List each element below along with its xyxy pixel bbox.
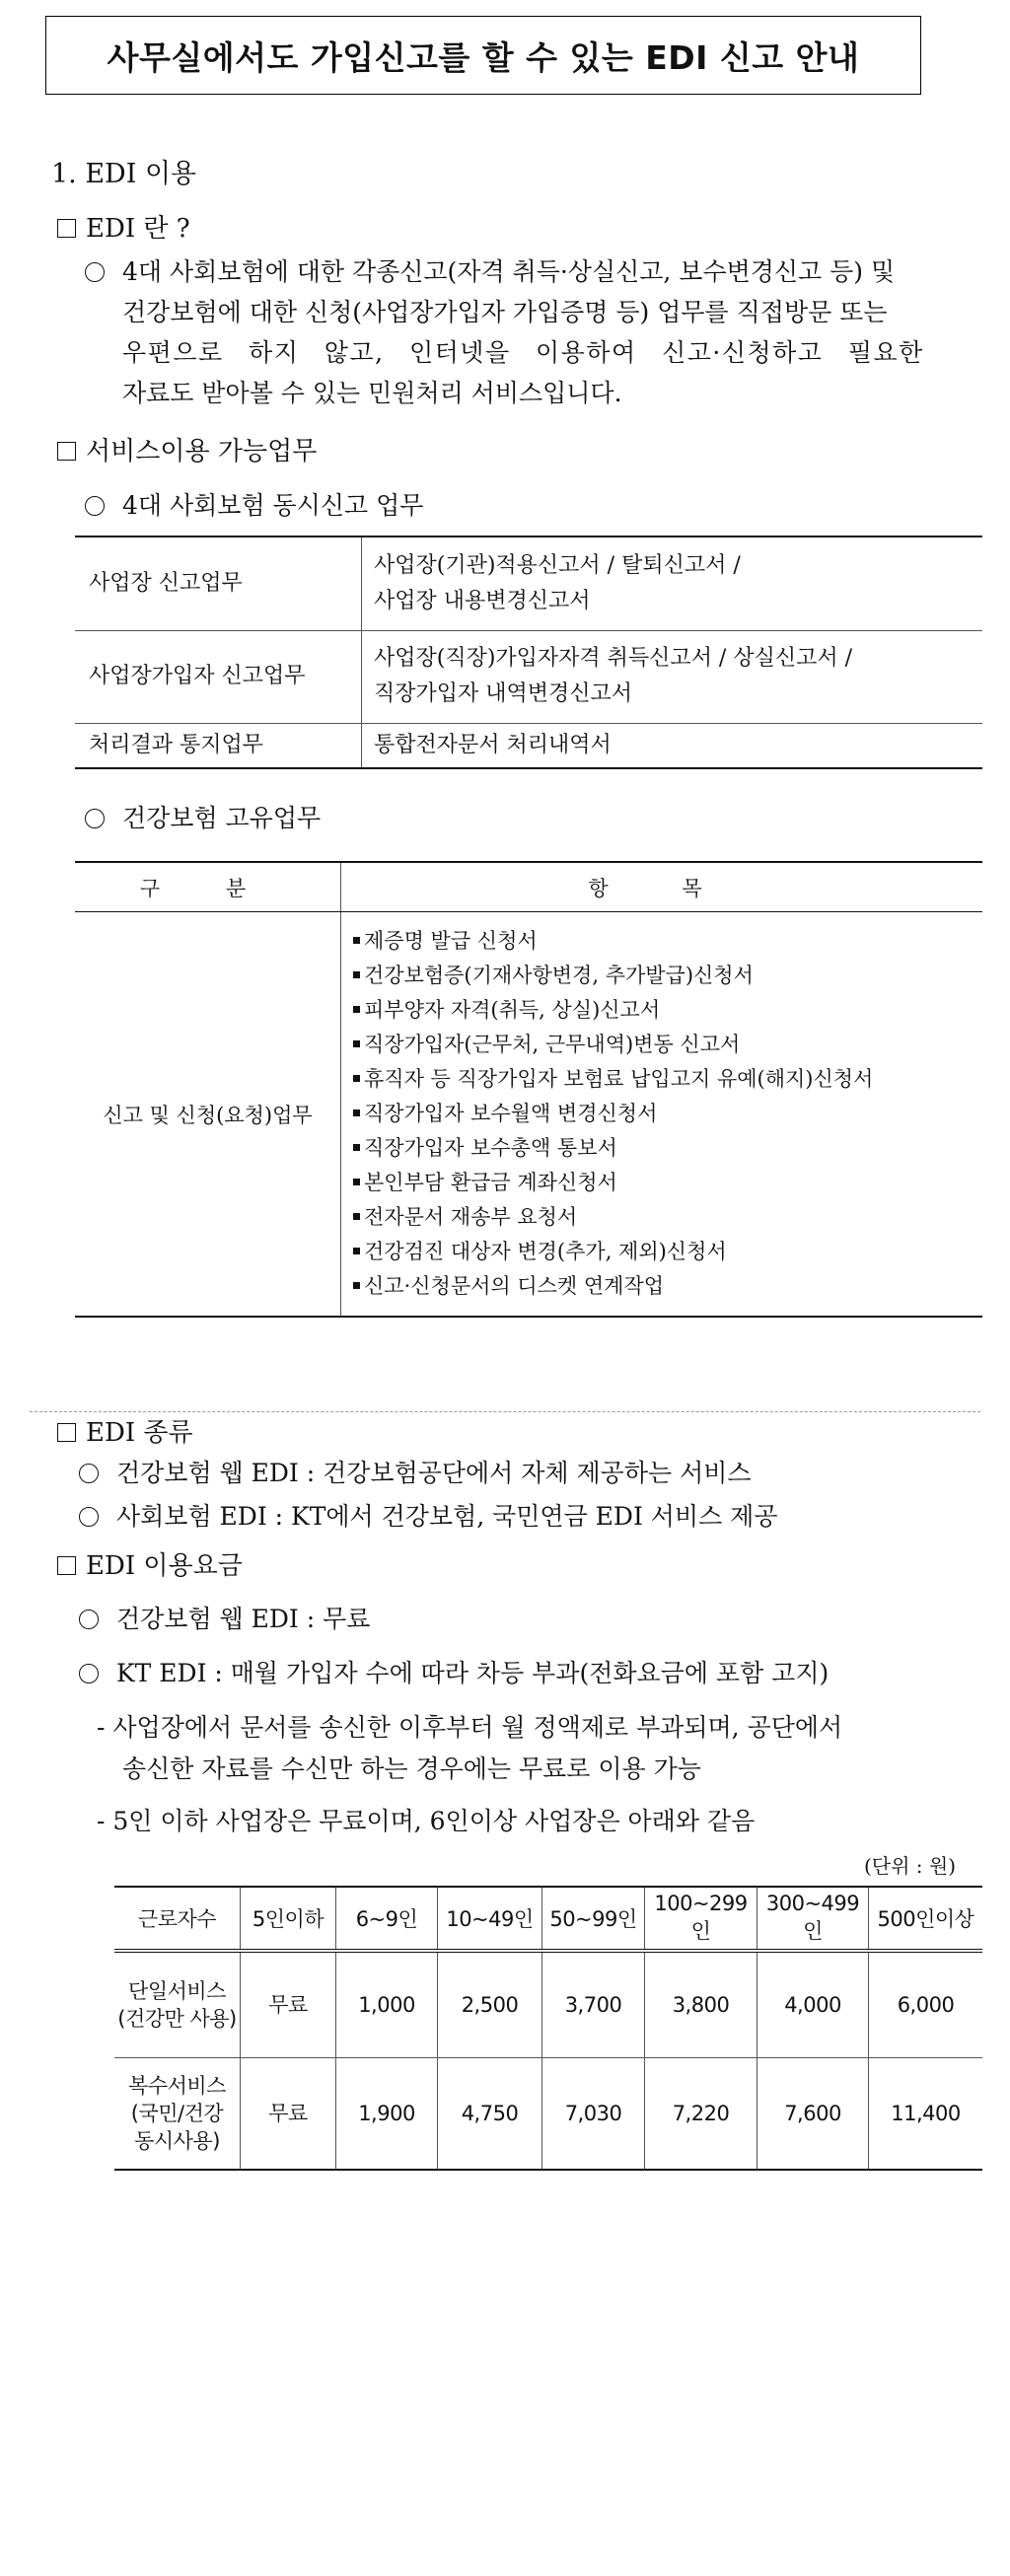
item-text: 건강보험 웹 EDI : 무료	[116, 1605, 371, 1633]
square-bullet-icon	[353, 971, 360, 978]
table-cell: 7,600	[758, 2058, 869, 2171]
row-label: 사업장 신고업무	[75, 537, 362, 630]
edi-kinds-heading	[57, 1412, 193, 1449]
table-row	[114, 2058, 982, 2171]
column-header: 50~99인	[542, 1887, 645, 1951]
four-insurance-subheading	[85, 486, 423, 522]
content-line: 사업장 내용변경신고서	[374, 588, 591, 613]
table-cell: 무료	[241, 2058, 336, 2171]
edi-definition-paragraph	[85, 251, 983, 413]
table-cell: 3,800	[645, 1951, 758, 2058]
list-item	[353, 1028, 982, 1062]
list-item	[353, 959, 982, 993]
content-line: 사업장(직장)가입자자격 취득신고서 / 상실신고서 /	[374, 646, 853, 671]
table-cell: 4,750	[438, 2058, 542, 2171]
list-item	[353, 1062, 982, 1097]
subheading-text: 4대 사회보험 동시신고 업무	[122, 491, 424, 520]
health-insurance-subheading	[85, 799, 321, 834]
heading-text: EDI 이용요금	[86, 1551, 243, 1581]
heading-text: 서비스이용 가능업무	[86, 437, 318, 466]
table-row	[75, 912, 982, 1318]
row-label: 사업장가입자 신고업무	[75, 630, 362, 723]
item-text: 신고·신청문서의 디스켓 연계작업	[364, 1274, 665, 1298]
edi-definition-heading	[57, 208, 190, 245]
label-line: 단일서비스	[128, 1979, 226, 2003]
circle-bullet-icon	[79, 1507, 99, 1527]
circle-bullet-icon	[85, 262, 105, 282]
edi-fees-heading	[57, 1545, 243, 1582]
circle-bullet-icon	[79, 1610, 99, 1629]
table-cell: 2,500	[438, 1951, 542, 2058]
row-label: 처리결과 통지업무	[75, 723, 362, 768]
square-bullet-icon	[353, 1006, 360, 1013]
circle-bullet-icon	[79, 1464, 99, 1483]
square-bullet-icon	[353, 1109, 360, 1116]
row-label	[114, 2058, 241, 2171]
fee-item	[79, 1600, 370, 1635]
services-heading	[57, 431, 317, 467]
table-header-row	[114, 1887, 982, 1951]
column-header: 6~9인	[336, 1887, 438, 1951]
row-label	[114, 1951, 241, 2058]
circle-bullet-icon	[85, 496, 105, 516]
square-bullet-icon	[353, 1075, 360, 1082]
fee-note: - 5인 이하 사업장은 무료이며, 6인이상 사업장은 아래와 같음	[97, 1807, 756, 1835]
label-line: 복수서비스	[128, 2074, 226, 2098]
list-item	[353, 924, 982, 959]
list-item	[353, 993, 982, 1028]
paragraph-line: 건강보험에 대한 신청(사업장가입자 가입증명 등) 업무를 직접방문 또는	[122, 298, 888, 326]
table-cell: 무료	[241, 1951, 336, 2058]
list-item	[353, 1097, 982, 1131]
fee-item	[79, 1654, 829, 1689]
table-cell: 1,900	[336, 2058, 438, 2171]
fee-note-continued: 송신한 자료를 수신만 하는 경우에는 무료로 이용 가능	[122, 1754, 701, 1783]
table-cell: 7,030	[542, 2058, 645, 2171]
square-bullet-icon	[353, 1179, 360, 1185]
content-line: 직장가입자 내역변경신고서	[374, 681, 633, 706]
item-text: 본인부담 환급금 계좌신청서	[364, 1171, 617, 1194]
list-item	[353, 1166, 982, 1200]
heading-text: EDI 란 ?	[86, 214, 190, 244]
table-cell: 4,000	[758, 1951, 869, 2058]
item-list	[341, 912, 983, 1318]
column-header: 항 목	[341, 862, 983, 912]
row-label: 신고 및 신청(요청)업무	[75, 912, 341, 1318]
edi-kind-item	[79, 1497, 778, 1533]
paragraph-line: 4대 사회보험에 대한 각종신고(자격 취득·상실신고, 보수변경신고 등) 및	[122, 257, 896, 286]
table-cell: 11,400	[869, 2058, 983, 2171]
kt-edi-fee-table	[114, 1886, 982, 2171]
table-cell: 7,220	[645, 2058, 758, 2171]
square-bullet-icon	[353, 1213, 360, 1220]
table-cell: 3,700	[542, 1951, 645, 2058]
table-row	[75, 537, 982, 630]
square-bullet-icon	[353, 1248, 360, 1254]
item-text: 제증명 발급 신청서	[364, 929, 538, 953]
content-line: 사업장(기관)적용신고서 / 탈퇴신고서 /	[374, 552, 741, 578]
health-insurance-table	[75, 861, 982, 1318]
column-header: 500인이상	[869, 1887, 983, 1951]
square-bullet-icon	[353, 1282, 360, 1289]
label-line: (국민/건강	[130, 2102, 224, 2125]
fee-note: - 사업장에서 문서를 송신한 이후부터 월 정액제로 부과되며, 공단에서	[97, 1713, 843, 1742]
column-header: 300~499인	[758, 1887, 869, 1951]
four-insurance-table	[75, 536, 982, 769]
item-text: KT EDI : 매월 가입자 수에 따라 차등 부과(전화요금에 포함 고지)	[116, 1659, 830, 1687]
square-bullet-icon	[353, 937, 360, 944]
item-text: 직장가입자(근무처, 근무내역)변동 신고서	[364, 1033, 741, 1056]
page-title: 사무실에서도 가입신고를 할 수 있는 EDI 신고 안내	[45, 16, 921, 95]
item-text: 직장가입자 보수총액 통보서	[364, 1136, 617, 1160]
list-item	[353, 1269, 982, 1304]
table-cell: 1,000	[336, 1951, 438, 2058]
table-row	[114, 1951, 982, 2058]
item-text: 피부양자 자격(취득, 상실)신고서	[364, 998, 661, 1022]
label-line: (건강만 사용)	[117, 2007, 237, 2031]
checkbox-square-icon	[57, 219, 76, 238]
row-content	[362, 630, 983, 723]
section-heading: 1. EDI 이용	[51, 159, 197, 189]
item-text: 건강보험 웹 EDI : 건강보험공단에서 자체 제공하는 서비스	[116, 1459, 752, 1487]
item-text: 건강보험증(기재사항변경, 추가발급)신청서	[364, 964, 754, 987]
item-text: 건강검진 대상자 변경(추가, 제외)신청서	[364, 1240, 727, 1263]
table-row	[75, 630, 982, 723]
table-row	[75, 723, 982, 768]
circle-bullet-icon	[85, 809, 105, 828]
heading-text: EDI 종류	[86, 1418, 193, 1448]
circle-bullet-icon	[79, 1664, 99, 1683]
checkbox-square-icon	[57, 1423, 76, 1442]
column-header: 100~299인	[645, 1887, 758, 1951]
checkbox-square-icon	[57, 1556, 76, 1575]
list-item	[353, 1131, 982, 1166]
item-text: 사회보험 EDI : KT에서 건강보험, 국민연금 EDI 서비스 제공	[116, 1502, 778, 1531]
column-header: 근로자수	[114, 1887, 241, 1951]
table-cell: 6,000	[869, 1951, 983, 2058]
list-item	[353, 1200, 982, 1235]
row-content	[362, 537, 983, 630]
column-header: 5인이하	[241, 1887, 336, 1951]
item-text: 전자문서 재송부 요청서	[364, 1205, 578, 1229]
edi-kind-item	[79, 1454, 752, 1489]
subheading-text: 건강보험 고유업무	[122, 804, 322, 832]
list-item	[353, 1235, 982, 1269]
item-text: 휴직자 등 직장가입자 보험료 납입고지 유예(해지)신청서	[364, 1067, 874, 1091]
square-bullet-icon	[353, 1144, 360, 1151]
checkbox-square-icon	[57, 442, 76, 461]
row-content: 통합전자문서 처리내역서	[362, 723, 983, 768]
column-header: 구 분	[75, 862, 341, 912]
square-bullet-icon	[353, 1040, 360, 1047]
label-line: 동시사용)	[134, 2129, 220, 2153]
column-header: 10~49인	[438, 1887, 542, 1951]
unit-label: (단위 : 원)	[864, 1854, 957, 1878]
paragraph-line: 자료도 받아볼 수 있는 민원처리 서비스입니다.	[122, 379, 622, 407]
item-text: 직장가입자 보수월액 변경신청서	[364, 1102, 658, 1125]
paragraph-line: 우편으로 하지 않고, 인터넷을 이용하여 신고·신청하고 필요한	[122, 338, 924, 367]
